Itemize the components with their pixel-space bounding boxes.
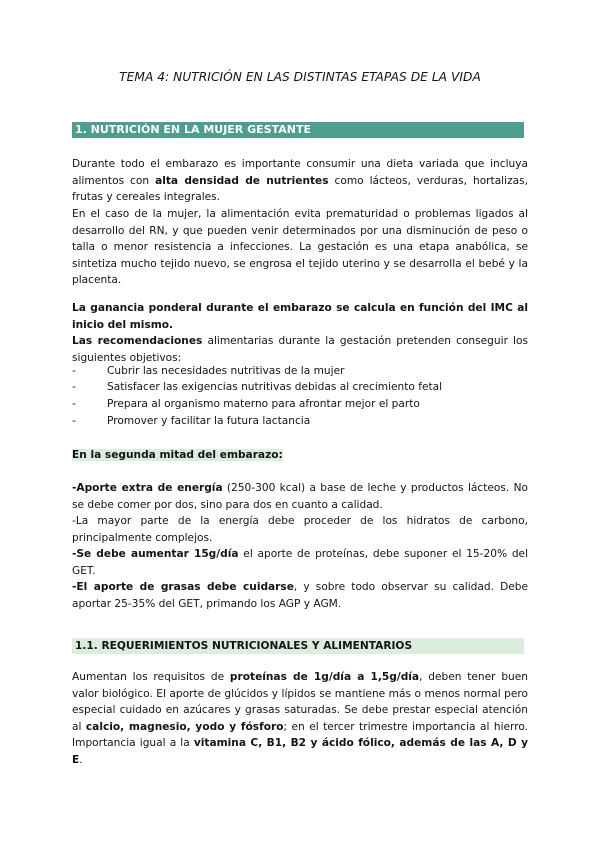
req-bold-proteinas: proteínas de 1g/día a 1,5g/día — [229, 671, 420, 683]
proteinas-text: el aporte de proteínas, debe suponer el 15-20% del GET. — [72, 548, 529, 577]
ganancia-bold: La ganancia ponderal durante el embarazo se calcula en función del IMC al inicio del mismo. — [72, 302, 528, 331]
item-aporte-energia — [72, 480, 528, 513]
subheading-segunda-mitad — [72, 447, 528, 464]
intro-bold-nutrients: alta densidad de nutrientes — [155, 174, 329, 187]
grasas-bold: -El aporte de grasas debe cuidarse — [72, 581, 294, 593]
recomendaciones-text: alimentarias durante la gestación pretenden conseguir los siguientes objetivos: — [72, 335, 528, 364]
item-grasas — [72, 579, 528, 612]
paragraph-recomendaciones — [72, 333, 528, 366]
page-title: TEMA 4: NUTRICIÓN EN LAS DISTINTAS ETAPAS DE LA VIDA — [119, 70, 481, 84]
intro-text-a: Durante todo el embarazo es importante consumir una dieta variada que incluya alimentos con — [72, 158, 528, 187]
paragraph-mujer: En el caso de la mujer, la alimentación evita prematuridad o problemas ligados al desarrollo del RN, y que pueden venir determinados por una disminución de peso o talla o menor resistencia a infecciones. La gestación es una etapa anabólica, se sintetiza mucho tejido nuevo, se engrosa el tejido uterino y se desarrolla el bebé y la placenta. — [72, 208, 528, 287]
list-item-text: Cubrir las necesidades nutritivas de la mujer — [107, 365, 345, 377]
section-heading-requerimientos: 1.1. REQUERIMIENTOS NUTRICIONALES Y ALIMENTARIOS — [72, 638, 524, 654]
req-text-e: ; en el tercer trimestre importancia al hierro. Importancia igual a la — [72, 720, 529, 750]
paragraph-requerimientos — [72, 669, 528, 769]
aporte-energia-text: (250-300 kcal) a base de leche y productos lácteos. No se debe comer por dos, sino para dos en cuanto a calidad. — [72, 482, 528, 511]
req-text-c: , deben tener buen valor biológico. El aporte de glúcidos y lípidos se mantiene más o menos normal pero especial cuidado en azúcares y grasas saturadas. Se debe prestar especial atención al — [72, 671, 528, 733]
list-item-text: Prepara al organismo materno para afrontar mejor el parto — [107, 398, 420, 410]
req-text-a: Aumentan los requisitos de — [72, 671, 230, 683]
list-item-text: Satisfacer las exigencias nutritivas debidas al crecimiento fetal — [107, 381, 443, 393]
list-item-text: Promover y facilitar la futura lactancia — [107, 415, 311, 427]
paragraph-ganancia-ponderal — [72, 300, 528, 333]
recomendaciones-bold: Las recomendaciones — [72, 335, 203, 347]
section-heading-gestante: 1. NUTRICIÓN EN LA MUJER GESTANTE — [72, 122, 524, 138]
list-dash: - — [72, 398, 76, 410]
item-hidratos: -La mayor parte de la energía debe proceder de los hidratos de carbono, principalmente complejos. — [72, 515, 528, 544]
list-dash: - — [72, 415, 76, 427]
aporte-energia-bold: -Aporte extra de energía — [72, 482, 223, 494]
list-dash: - — [72, 381, 76, 393]
req-text-g: . — [79, 753, 83, 766]
item-proteinas — [72, 546, 528, 579]
req-bold-vitaminas: vitamina C, B1, B2 y ácido fólico, además de las A, D y E — [72, 737, 528, 766]
proteinas-bold: -Se debe aumentar 15g/día — [72, 548, 239, 560]
grasas-text: , y sobre todo observar su calidad. Debe aportar 25-35% del GET, primando los AGP y AGM. — [72, 581, 529, 610]
list-dash: - — [72, 365, 76, 377]
intro-text-c: como lácteos, verduras, hortalizas, frutas y cereales integrales. — [72, 174, 529, 204]
req-bold-minerales: calcio, magnesio, yodo y fósforo — [85, 720, 284, 733]
segunda-mitad-highlight: En la segunda mitad del embarazo: — [72, 449, 283, 461]
paragraph-intro — [72, 156, 528, 206]
